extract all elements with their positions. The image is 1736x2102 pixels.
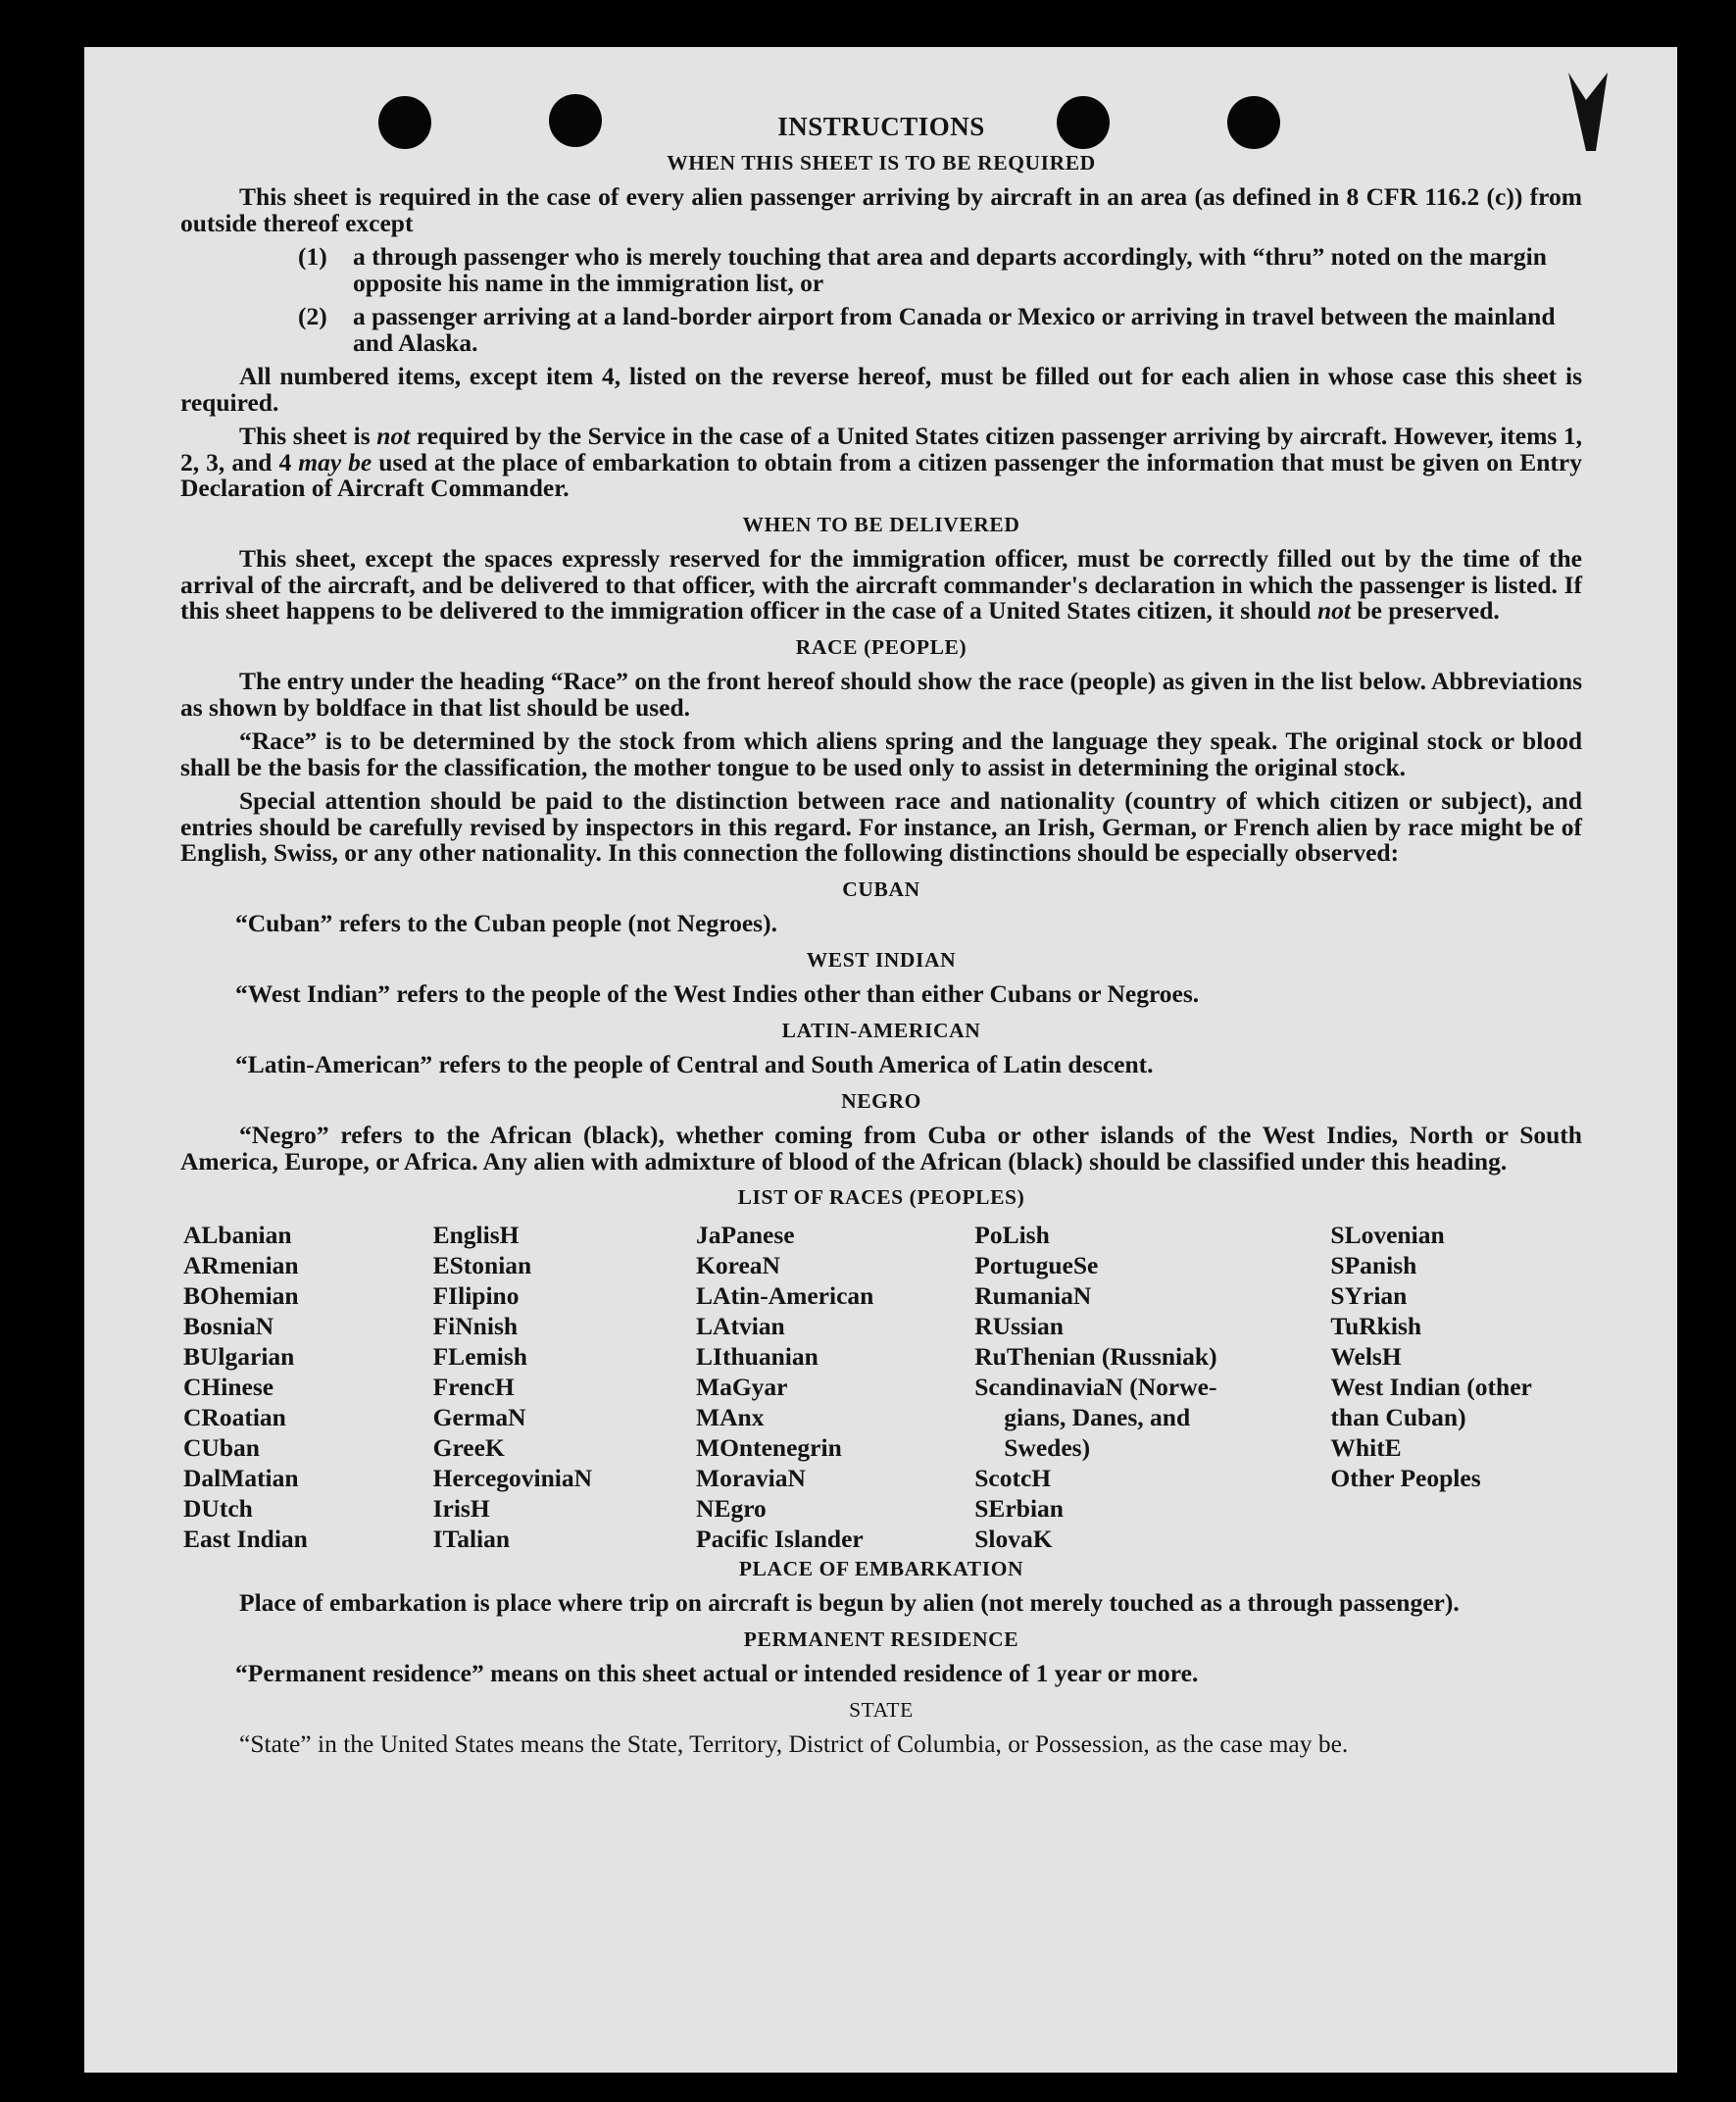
race-entry: ARmenian bbox=[183, 1250, 299, 1279]
race-entry: GermaN bbox=[432, 1402, 526, 1431]
race-entry: East Indian bbox=[183, 1524, 308, 1553]
race-entry: West Indian (other bbox=[1330, 1372, 1532, 1401]
latin-american-definition: “Latin-American” refers to the people of Central and South America of Latin descent. bbox=[235, 1050, 1154, 1078]
item-text: a passenger arriving at a land-border airport from Canada or Mexico or arriving in travel between the mainland and Alaska. bbox=[353, 302, 1556, 357]
text-run: required by the Service in the case of a United States citizen passenger arriving by aircraft. However, items 1, 2, 3, and 4 bbox=[180, 422, 1582, 476]
race-entry: BosniaN bbox=[183, 1311, 274, 1340]
race-entry: PoLish bbox=[974, 1220, 1050, 1249]
race-entry: FrencH bbox=[432, 1372, 515, 1401]
section-heading-list: LIST OF RACES (PEOPLES) bbox=[737, 1185, 1025, 1209]
section-heading-residence: PERMANENT RESIDENCE bbox=[743, 1627, 1019, 1651]
race-entry: ScandinaviaN (Norwe- bbox=[974, 1372, 1217, 1401]
race-entry: TuRkish bbox=[1330, 1311, 1422, 1340]
race-entry: EStonian bbox=[432, 1250, 532, 1279]
cuban-definition: “Cuban” refers to the Cuban people (not Negroes). bbox=[235, 909, 777, 937]
race-entry: RumaniaN bbox=[974, 1280, 1092, 1310]
race-column-3 bbox=[696, 1220, 974, 1554]
race-entry: MOntenegrin bbox=[696, 1432, 842, 1462]
race-para-2: “Race” is to be determined by the stock from which aliens spring and the language they speak. The original stock or blood shall be the basis for the classification, the mother tongue to be used only to assist in determining the original stock. bbox=[180, 726, 1582, 781]
race-entry: IrisH bbox=[432, 1493, 490, 1523]
race-entry: NEgro bbox=[696, 1493, 767, 1523]
race-para-3: Special attention should be paid to the distinction between race and nationality (country of which citizen or subject), and entries should be carefully revised by inspectors in this regard. For instance, an Irish, German, or French alien by race might be of English, Swiss, or any other nationality. In this connection the following distinctions should be especially observed: bbox=[180, 786, 1582, 867]
race-column-5 bbox=[1330, 1220, 1582, 1554]
exception-item-2 bbox=[180, 304, 1582, 356]
text-run: be preserved. bbox=[1350, 596, 1500, 625]
text-run: used at the place of embarkation to obtain from a citizen passenger the information that must be given on Entry Declaration of Aircraft Commander. bbox=[180, 447, 1582, 502]
race-entry: RUssian bbox=[974, 1311, 1064, 1340]
required-para-2: All numbered items, except item 4, listed on the reverse hereof, must be filled out for each alien in whose case this sheet is required. bbox=[180, 362, 1582, 417]
race-entry-continued: than Cuban) bbox=[1330, 1402, 1466, 1431]
race-entry: WhitE bbox=[1330, 1432, 1402, 1462]
residence-definition: “Permanent residence” means on this sheet actual or intended residence of 1 year or more. bbox=[235, 1659, 1199, 1687]
race-entry: KoreaN bbox=[696, 1250, 780, 1279]
race-entry: SErbian bbox=[974, 1493, 1064, 1523]
text-run-italic: not bbox=[376, 422, 411, 450]
race-entry: SLovenian bbox=[1330, 1220, 1445, 1249]
race-entry: MAnx bbox=[696, 1402, 765, 1431]
race-entry: EnglisH bbox=[432, 1220, 520, 1249]
race-entry: JaPanese bbox=[696, 1220, 795, 1249]
race-entry: BOhemian bbox=[183, 1280, 299, 1310]
delivered-para bbox=[180, 546, 1582, 625]
item-number: (1) bbox=[298, 242, 327, 271]
race-entry: LAtin-American bbox=[696, 1280, 874, 1310]
state-definition: “State” in the United States means the State, Territory, District of Columbia, or Possession, as the case may be. bbox=[239, 1729, 1349, 1758]
section-heading-negro: NEGRO bbox=[841, 1088, 921, 1113]
race-entry: ScotcH bbox=[974, 1463, 1052, 1492]
race-column-1 bbox=[183, 1220, 433, 1554]
race-list bbox=[183, 1220, 1582, 1554]
exception-item-1 bbox=[180, 244, 1582, 296]
instructions-content bbox=[180, 114, 1582, 1766]
race-entry: SlovaK bbox=[974, 1524, 1053, 1553]
item-number: (2) bbox=[298, 302, 327, 330]
race-entry: DalMatian bbox=[183, 1463, 299, 1492]
race-entry-continued: Swedes) bbox=[1004, 1432, 1091, 1462]
race-entry: BUlgarian bbox=[183, 1341, 295, 1371]
race-entry: LAtvian bbox=[696, 1311, 785, 1340]
required-para-3 bbox=[180, 424, 1582, 502]
race-para-1: The entry under the heading “Race” on the front hereof should show the race (people) as given in the list below. Abbreviations as shown by boldface in that list should be used. bbox=[180, 667, 1582, 722]
race-entry: FIlipino bbox=[432, 1280, 520, 1310]
section-heading-state: STATE bbox=[849, 1697, 914, 1722]
page-title: INSTRUCTIONS bbox=[777, 112, 985, 141]
section-heading-embarkation: PLACE OF EMBARKATION bbox=[738, 1556, 1024, 1580]
required-intro: This sheet is required in the case of every alien passenger arriving by aircraft in an area (as defined in 8 CFR 116.2 (c)) from outside thereof except bbox=[180, 182, 1582, 237]
race-entry: HercegoviniaN bbox=[432, 1463, 593, 1492]
section-heading-west-indian: WEST INDIAN bbox=[806, 947, 957, 972]
section-heading-latin-american: LATIN-AMERICAN bbox=[781, 1018, 981, 1042]
race-entry: WelsH bbox=[1330, 1341, 1402, 1371]
race-entry: DUtch bbox=[183, 1493, 253, 1523]
section-heading-race: RACE (PEOPLE) bbox=[795, 634, 967, 659]
negro-definition: “Negro” refers to the African (black), whether coming from Cuba or other islands of the West Indies, North or South America, Europe, or Africa. Any alien with admixture of blood of the African (black) should be classified under this heading. bbox=[180, 1121, 1582, 1176]
text-run-italic: not bbox=[1316, 596, 1351, 625]
text-run: This sheet, except the spaces expressly reserved for the immigration officer, must be correctly filled out by the time of the arrival of the aircraft, and be delivered to that officer, with the aircraft commander's declaration in which the passenger is listed. If this sheet happens to be delivered to the immigration officer in the case of a United States citizen, it should bbox=[180, 544, 1582, 625]
race-entry: CRoatian bbox=[183, 1402, 286, 1431]
text-run: This sheet is bbox=[239, 422, 377, 450]
section-heading-delivered: WHEN TO BE DELIVERED bbox=[742, 512, 1020, 536]
race-entry: SPanish bbox=[1330, 1250, 1417, 1279]
section-heading-cuban: CUBAN bbox=[842, 876, 920, 901]
race-entry: GreeK bbox=[432, 1432, 505, 1462]
race-entry: FLemish bbox=[432, 1341, 527, 1371]
race-entry: CUban bbox=[183, 1432, 260, 1462]
race-entry: ITalian bbox=[432, 1524, 511, 1553]
race-entry: LIthuanian bbox=[696, 1341, 818, 1371]
race-entry: SYrian bbox=[1330, 1280, 1408, 1310]
race-column-2 bbox=[433, 1220, 696, 1554]
race-entry-continued: gians, Danes, and bbox=[1004, 1402, 1191, 1431]
race-entry: MaGyar bbox=[696, 1372, 788, 1401]
race-entry: ALbanian bbox=[183, 1220, 292, 1249]
item-text: a through passenger who is merely touching that area and departs accordingly, with “thru” noted on the margin opposite his name in the immigration list, or bbox=[353, 242, 1547, 297]
document-page bbox=[84, 47, 1677, 2073]
race-entry: MoraviaN bbox=[696, 1463, 806, 1492]
race-entry: PortugueSe bbox=[974, 1250, 1099, 1279]
section-heading-required: WHEN THIS SHEET IS TO BE REQUIRED bbox=[667, 150, 1096, 175]
west-indian-definition: “West Indian” refers to the people of the West Indies other than either Cubans or Negroes. bbox=[235, 979, 1200, 1008]
text-run-italic: may be bbox=[298, 447, 372, 476]
race-entry: Pacific Islander bbox=[696, 1524, 864, 1553]
race-column-4 bbox=[974, 1220, 1330, 1554]
embarkation-definition: Place of embarkation is place where trip on aircraft is begun by alien (not merely touched as a through passenger). bbox=[239, 1588, 1460, 1617]
race-entry: Other Peoples bbox=[1330, 1463, 1481, 1492]
race-entry: CHinese bbox=[183, 1372, 274, 1401]
race-entry: RuThenian (Russniak) bbox=[974, 1341, 1217, 1371]
race-entry: FiNnish bbox=[432, 1311, 519, 1340]
